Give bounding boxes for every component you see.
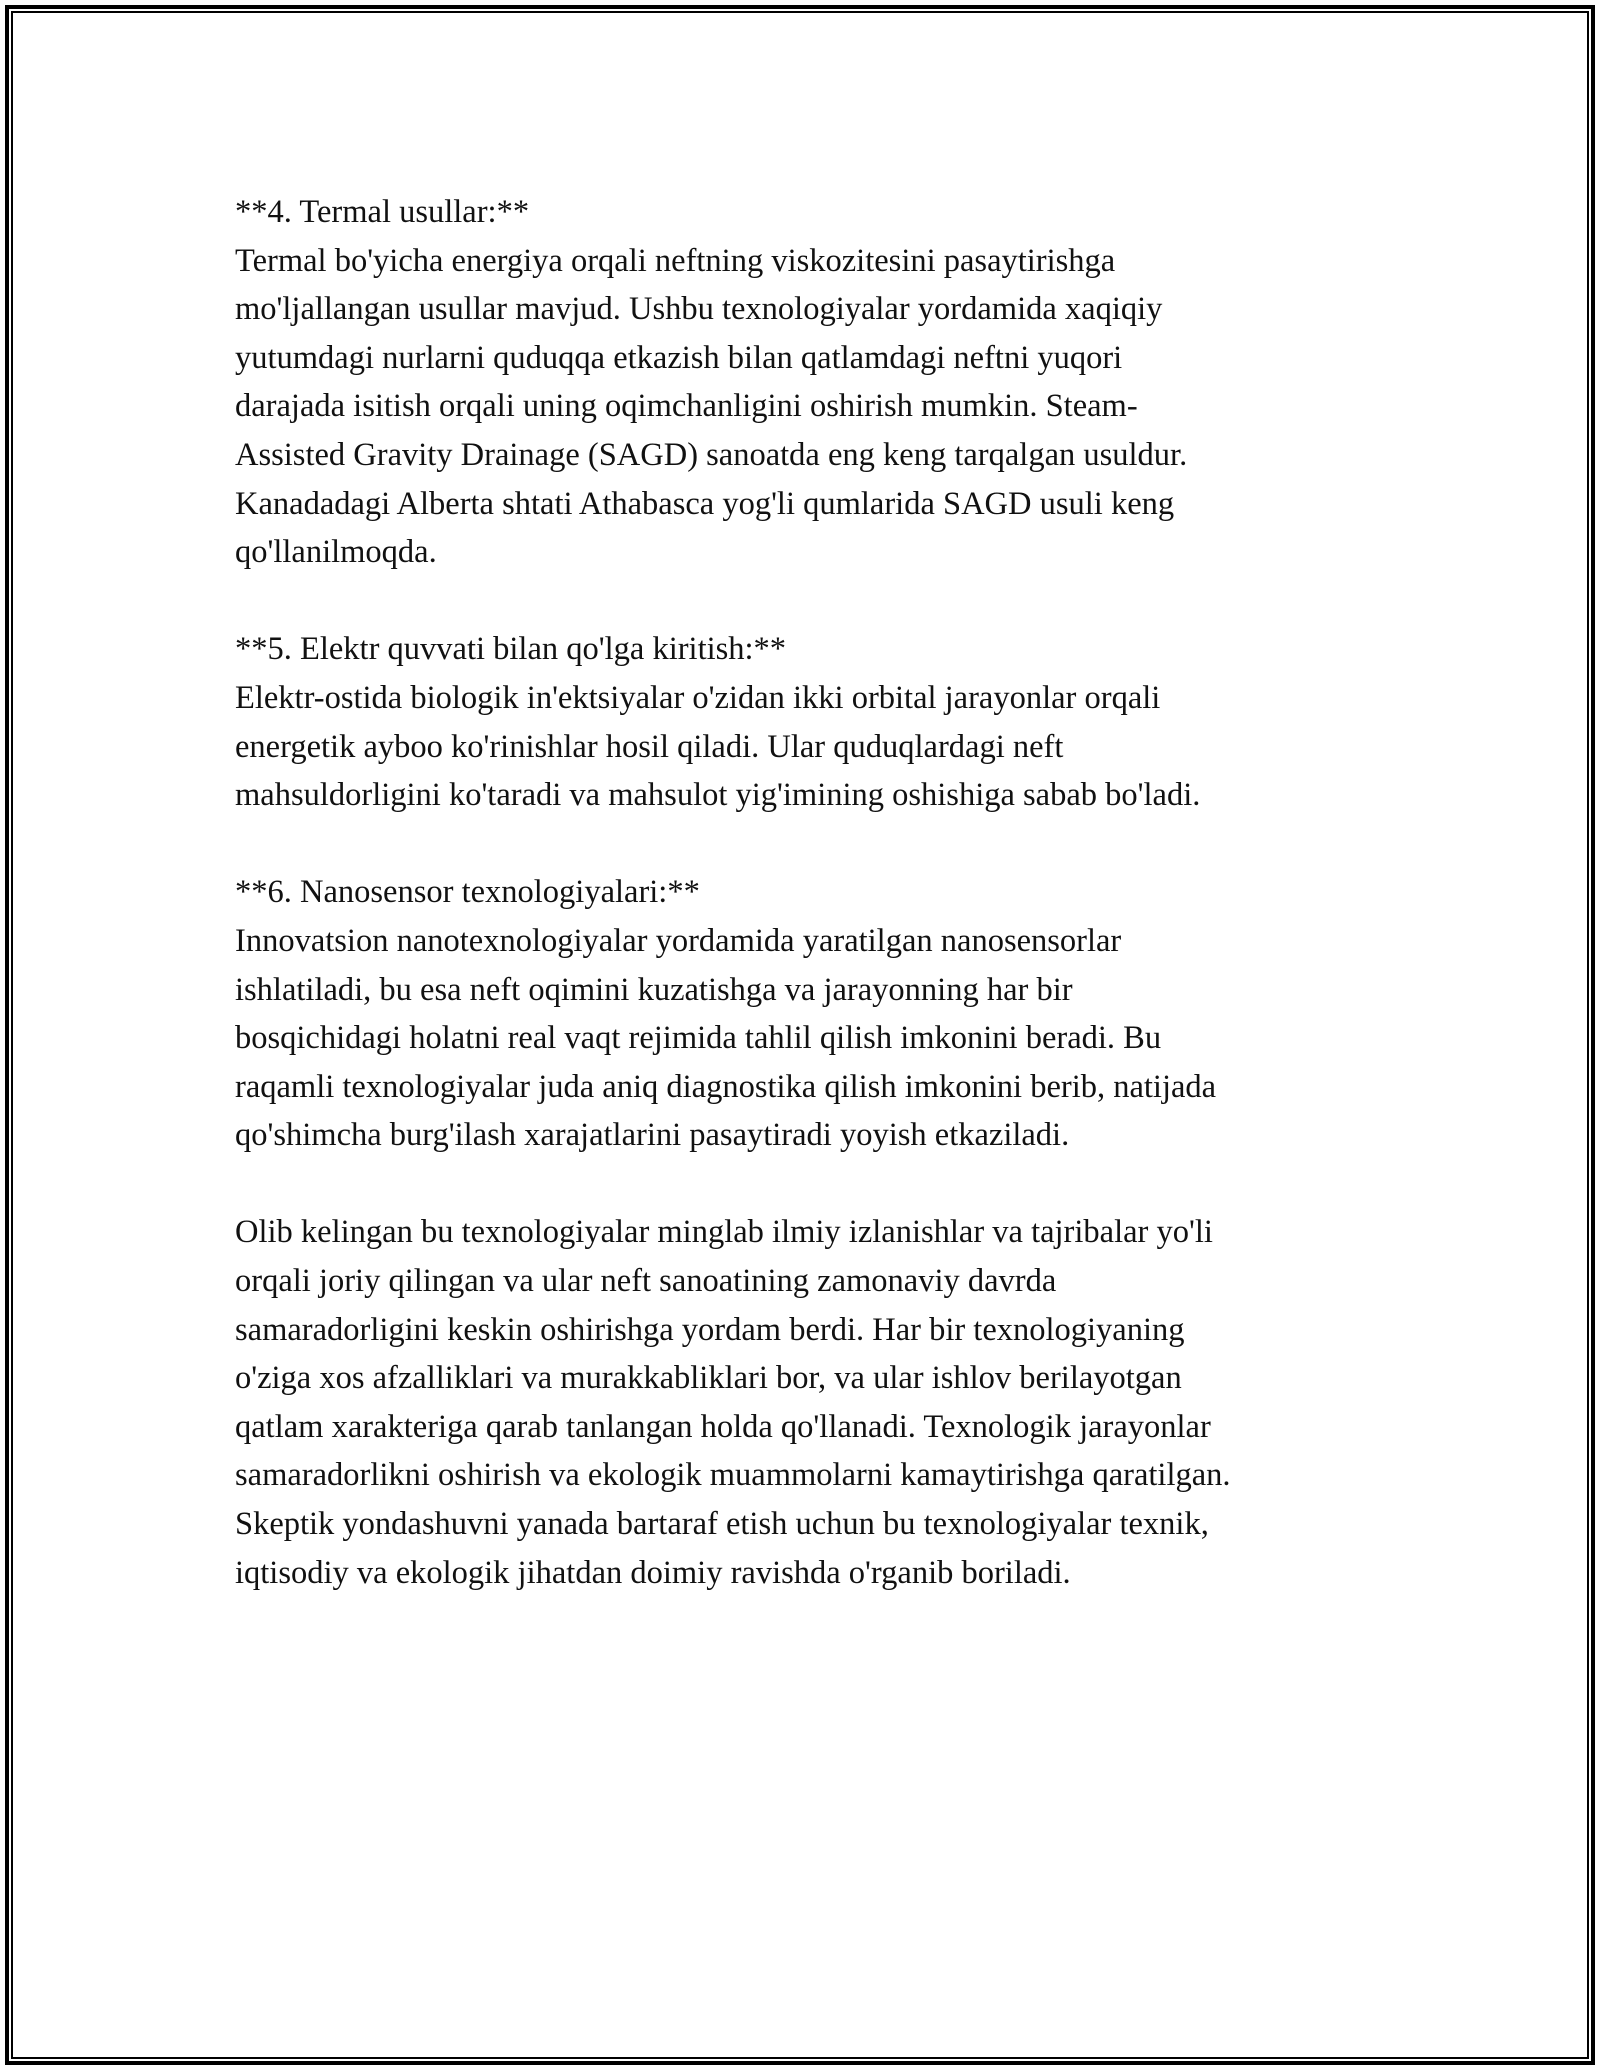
paragraph-line: o'ziga xos afzalliklari va murakkabliklari bor, va ular ishlov berilayotgan [235, 1360, 1182, 1397]
paragraph-line: Olib kelingan bu texnologiyalar minglab ilmiy izlanishlar va tajribalar yo'li [235, 1214, 1213, 1251]
paragraph-line: orqali joriy qilingan va ular neft sanoatining zamonaviy davrda [235, 1263, 1057, 1300]
section-heading: **6. Nanosensor texnologiyalari:** [235, 874, 700, 911]
section-heading: **5. Elektr quvvati bilan qo'lga kiritish:** [235, 631, 787, 668]
paragraph-line: samaradorlikni oshirish va ekologik muammolarni kamaytirishga qaratilgan. [235, 1457, 1231, 1494]
paragraph-line: Kanadadagi Alberta shtati Athabasca yog'li qumlarida SAGD usuli keng [235, 485, 1175, 522]
section-electric-power [235, 625, 1395, 819]
conclusion-paragraph [235, 1208, 1395, 1597]
paragraph-line: ishlatiladi, bu esa neft oqimini kuzatishga va jarayonning har bir [235, 971, 1073, 1008]
paragraph-line: raqamli texnologiyalar juda aniq diagnostika qilish imkonini berib, natijada [235, 1068, 1217, 1105]
paragraph-line: qatlam xarakteriga qarab tanlangan holda qo'llanadi. Texnologik jarayonlar [235, 1408, 1211, 1445]
paragraph-line: energetik ayboo ko'rinishlar hosil qiladi. Ular quduqlardagi neft [235, 728, 1064, 765]
paragraph-line: darajada isitish orqali uning oqimchanligini oshirish mumkin. Steam- [235, 388, 1138, 425]
document-body [235, 188, 1395, 1646]
paragraph-line: qo'llanilmoqda. [235, 534, 437, 571]
paragraph-line: samaradorligini keskin oshirishga yordam berdi. Har bir texnologiyaning [235, 1311, 1185, 1348]
paragraph-line: Assisted Gravity Drainage (SAGD) sanoatda eng keng tarqalgan usuldur. [235, 436, 1188, 473]
paragraph-line: mo'ljallangan usullar mavjud. Ushbu texnologiyalar yordamida xaqiqiy [235, 291, 1163, 328]
paragraph-line: yutumdagi nurlarni quduqqa etkazish bilan qatlamdagi neftni yuqori [235, 339, 1123, 376]
paragraph-line: iqtisodiy va ekologik jihatdan doimiy ravishda o'rganib boriladi. [235, 1554, 1071, 1591]
paragraph-line: Innovatsion nanotexnologiyalar yordamida yaratilgan nanosensorlar [235, 922, 1122, 959]
paragraph-line: mahsuldorligini ko'taradi va mahsulot yig'imining oshishiga sabab bo'ladi. [235, 777, 1201, 814]
section-thermal-methods [235, 188, 1395, 577]
section-nanosensor-technologies [235, 868, 1395, 1160]
paragraph-line: qo'shimcha burg'ilash xarajatlarini pasaytiradi yoyish etkaziladi. [235, 1117, 1070, 1154]
paragraph-line: bosqichidagi holatni real vaqt rejimida tahlil qilish imkonini beradi. Bu [235, 1020, 1162, 1057]
paragraph-line: Termal bo'yicha energiya orqali neftning viskozitesini pasaytirishga [235, 242, 1116, 279]
paragraph-line: Elektr-ostida biologik in'ektsiyalar o'zidan ikki orbital jarayonlar orqali [235, 679, 1161, 716]
paragraph-line: Skeptik yondashuvni yanada bartaraf etish uchun bu texnologiyalar texnik, [235, 1506, 1209, 1543]
section-heading: **4. Termal usullar:** [235, 194, 530, 230]
